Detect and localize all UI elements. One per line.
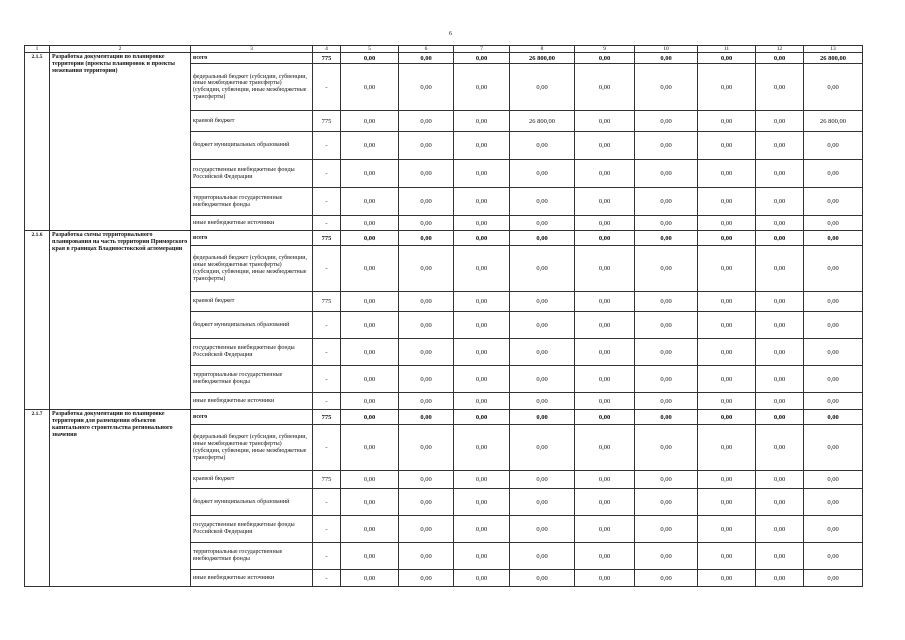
amount-cell: 0,00 xyxy=(698,111,756,132)
amount-cell: 0,00 xyxy=(698,188,756,216)
funding-source: федеральный бюджет (субсидии, субвенции, иные межбюджетные трансферты) (субсидии, субвенции, иные межбюджетные трансферты) xyxy=(191,425,313,471)
amount-cell: 0,00 xyxy=(510,216,575,231)
item-number: 2.1.6 xyxy=(25,231,50,410)
item-name: Разработка документации по планировке территории для размещения объектов капитального строительства регионального значения xyxy=(50,410,191,587)
amount-cell: 0,00 xyxy=(756,53,804,64)
amount-cell: 0,00 xyxy=(454,216,510,231)
amount-cell: 0,00 xyxy=(341,53,399,64)
column-header: 13 xyxy=(804,46,863,53)
column-header: 1 xyxy=(25,46,50,53)
amount-cell: 0,00 xyxy=(635,410,698,425)
amount-cell: 0,00 xyxy=(698,160,756,188)
amount-cell: 26 800,00 xyxy=(510,53,575,64)
amount-cell: 0,00 xyxy=(399,410,454,425)
admin-code: 775 xyxy=(313,231,341,246)
amount-cell: 0,00 xyxy=(575,216,635,231)
amount-cell: 0,00 xyxy=(454,53,510,64)
admin-code: - xyxy=(313,160,341,188)
amount-cell: 0,00 xyxy=(341,111,399,132)
funding-source: краевой бюджет xyxy=(191,471,313,489)
column-number-header xyxy=(25,46,863,53)
amount-cell: 0,00 xyxy=(341,132,399,160)
amount-cell: 0,00 xyxy=(635,292,698,312)
amount-cell: 0,00 xyxy=(804,231,863,246)
amount-cell: 0,00 xyxy=(341,471,399,489)
column-header: 9 xyxy=(575,46,635,53)
amount-cell: 0,00 xyxy=(575,132,635,160)
amount-cell: 0,00 xyxy=(510,471,575,489)
amount-cell: 0,00 xyxy=(575,366,635,393)
amount-cell: 0,00 xyxy=(399,489,454,516)
item-number: 2.1.7 xyxy=(25,410,50,587)
amount-cell: 0,00 xyxy=(756,111,804,132)
funding-source: территориальные государственные внебюджетные фонды xyxy=(191,188,313,216)
amount-cell: 0,00 xyxy=(698,425,756,471)
table-row xyxy=(25,53,863,64)
amount-cell: 0,00 xyxy=(635,570,698,587)
funding-source: краевой бюджет xyxy=(191,111,313,132)
amount-cell: 0,00 xyxy=(510,570,575,587)
amount-cell: 0,00 xyxy=(399,471,454,489)
amount-cell: 0,00 xyxy=(756,410,804,425)
amount-cell: 0,00 xyxy=(454,292,510,312)
amount-cell: 0,00 xyxy=(575,393,635,410)
amount-cell: 0,00 xyxy=(756,216,804,231)
amount-cell: 0,00 xyxy=(454,312,510,339)
amount-cell: 0,00 xyxy=(341,366,399,393)
amount-cell: 0,00 xyxy=(399,425,454,471)
amount-cell: 0,00 xyxy=(341,292,399,312)
amount-cell: 0,00 xyxy=(804,516,863,543)
amount-cell: 0,00 xyxy=(756,292,804,312)
amount-cell: 0,00 xyxy=(804,188,863,216)
amount-cell: 0,00 xyxy=(635,160,698,188)
amount-cell: 0,00 xyxy=(399,570,454,587)
amount-cell: 0,00 xyxy=(399,246,454,292)
amount-cell: 0,00 xyxy=(399,292,454,312)
amount-cell: 0,00 xyxy=(575,160,635,188)
amount-cell: 0,00 xyxy=(756,246,804,292)
admin-code: - xyxy=(313,489,341,516)
amount-cell: 26 800,00 xyxy=(510,111,575,132)
amount-cell: 0,00 xyxy=(399,188,454,216)
amount-cell: 0,00 xyxy=(698,366,756,393)
amount-cell: 0,00 xyxy=(804,489,863,516)
amount-cell: 0,00 xyxy=(510,231,575,246)
amount-cell: 0,00 xyxy=(635,64,698,111)
amount-cell: 0,00 xyxy=(399,339,454,366)
funding-source: бюджет муниципальных образований xyxy=(191,489,313,516)
amount-cell: 0,00 xyxy=(698,216,756,231)
amount-cell: 0,00 xyxy=(399,312,454,339)
amount-cell: 0,00 xyxy=(510,425,575,471)
funding-source: федеральный бюджет (субсидии, субвенции, иные межбюджетные трансферты) (субсидии, субвенции, иные межбюджетные трансферты) xyxy=(191,64,313,111)
amount-cell: 0,00 xyxy=(454,393,510,410)
amount-cell: 0,00 xyxy=(698,53,756,64)
financing-table xyxy=(24,45,863,587)
funding-source: всего xyxy=(191,231,313,246)
amount-cell: 0,00 xyxy=(454,489,510,516)
amount-cell: 0,00 xyxy=(575,543,635,570)
amount-cell: 0,00 xyxy=(399,216,454,231)
amount-cell: 0,00 xyxy=(399,516,454,543)
amount-cell: 0,00 xyxy=(399,53,454,64)
amount-cell: 0,00 xyxy=(454,160,510,188)
column-header: 12 xyxy=(756,46,804,53)
amount-cell: 0,00 xyxy=(454,188,510,216)
amount-cell: 0,00 xyxy=(756,516,804,543)
amount-cell: 26 800,00 xyxy=(804,53,863,64)
funding-source: территориальные государственные внебюджетные фонды xyxy=(191,366,313,393)
amount-cell: 0,00 xyxy=(510,132,575,160)
column-header: 7 xyxy=(454,46,510,53)
amount-cell: 0,00 xyxy=(756,231,804,246)
amount-cell: 0,00 xyxy=(635,471,698,489)
item-number: 2.1.5 xyxy=(25,53,50,231)
funding-source: федеральный бюджет (субсидии, субвенции, иные межбюджетные трансферты) (субсидии, субвенции, иные межбюджетные трансферты) xyxy=(191,246,313,292)
funding-source: государственные внебюджетные фонды Российской Федерации xyxy=(191,160,313,188)
admin-code: - xyxy=(313,216,341,231)
amount-cell: 0,00 xyxy=(804,246,863,292)
funding-source: государственные внебюджетные фонды Российской Федерации xyxy=(191,516,313,543)
admin-code: - xyxy=(313,543,341,570)
amount-cell: 0,00 xyxy=(635,339,698,366)
amount-cell: 0,00 xyxy=(510,292,575,312)
amount-cell: 0,00 xyxy=(575,292,635,312)
table-row xyxy=(25,410,863,425)
amount-cell: 0,00 xyxy=(575,111,635,132)
admin-code: - xyxy=(313,312,341,339)
funding-source: иные внебюджетные источники xyxy=(191,393,313,410)
amount-cell: 0,00 xyxy=(756,366,804,393)
item-name: Разработка схемы территориального планирования на часть территории Приморского края в границах Владивостокской агломерации xyxy=(50,231,191,410)
amount-cell: 0,00 xyxy=(575,231,635,246)
amount-cell: 0,00 xyxy=(454,425,510,471)
amount-cell: 0,00 xyxy=(804,410,863,425)
amount-cell: 0,00 xyxy=(341,489,399,516)
funding-source: государственные внебюджетные фонды Российской Федерации xyxy=(191,339,313,366)
column-header: 11 xyxy=(698,46,756,53)
amount-cell: 0,00 xyxy=(635,111,698,132)
amount-cell: 0,00 xyxy=(804,292,863,312)
amount-cell: 0,00 xyxy=(698,471,756,489)
amount-cell: 0,00 xyxy=(635,489,698,516)
amount-cell: 0,00 xyxy=(454,111,510,132)
column-header: 4 xyxy=(313,46,341,53)
amount-cell: 0,00 xyxy=(341,393,399,410)
amount-cell: 0,00 xyxy=(756,339,804,366)
amount-cell: 0,00 xyxy=(454,410,510,425)
amount-cell: 0,00 xyxy=(698,516,756,543)
amount-cell: 0,00 xyxy=(510,366,575,393)
amount-cell: 0,00 xyxy=(454,543,510,570)
amount-cell: 0,00 xyxy=(635,188,698,216)
amount-cell: 0,00 xyxy=(804,570,863,587)
amount-cell: 0,00 xyxy=(804,543,863,570)
funding-source: краевой бюджет xyxy=(191,292,313,312)
amount-cell: 0,00 xyxy=(756,160,804,188)
amount-cell: 0,00 xyxy=(399,160,454,188)
amount-cell: 0,00 xyxy=(510,516,575,543)
amount-cell: 0,00 xyxy=(454,516,510,543)
funding-source: иные внебюджетные источники xyxy=(191,216,313,231)
amount-cell: 0,00 xyxy=(510,64,575,111)
admin-code: - xyxy=(313,570,341,587)
amount-cell: 0,00 xyxy=(804,425,863,471)
amount-cell: 0,00 xyxy=(804,132,863,160)
column-header: 5 xyxy=(341,46,399,53)
amount-cell: 0,00 xyxy=(399,132,454,160)
amount-cell: 0,00 xyxy=(454,339,510,366)
admin-code: 775 xyxy=(313,292,341,312)
admin-code: - xyxy=(313,366,341,393)
admin-code: - xyxy=(313,132,341,160)
amount-cell: 0,00 xyxy=(341,246,399,292)
table-body xyxy=(25,46,863,587)
amount-cell: 0,00 xyxy=(341,160,399,188)
amount-cell: 0,00 xyxy=(635,132,698,160)
admin-code: 775 xyxy=(313,471,341,489)
amount-cell: 0,00 xyxy=(454,471,510,489)
admin-code: 775 xyxy=(313,53,341,64)
amount-cell: 0,00 xyxy=(635,543,698,570)
amount-cell: 0,00 xyxy=(575,489,635,516)
column-header: 10 xyxy=(635,46,698,53)
amount-cell: 0,00 xyxy=(804,216,863,231)
amount-cell: 0,00 xyxy=(575,53,635,64)
amount-cell: 0,00 xyxy=(698,410,756,425)
amount-cell: 0,00 xyxy=(575,312,635,339)
amount-cell: 0,00 xyxy=(510,160,575,188)
amount-cell: 0,00 xyxy=(804,160,863,188)
admin-code: 775 xyxy=(313,410,341,425)
amount-cell: 0,00 xyxy=(635,516,698,543)
amount-cell: 0,00 xyxy=(510,188,575,216)
amount-cell: 0,00 xyxy=(756,543,804,570)
admin-code: - xyxy=(313,339,341,366)
column-header: 8 xyxy=(510,46,575,53)
amount-cell: 0,00 xyxy=(575,339,635,366)
amount-cell: 0,00 xyxy=(341,516,399,543)
amount-cell: 0,00 xyxy=(635,231,698,246)
admin-code: - xyxy=(313,516,341,543)
column-header: 6 xyxy=(399,46,454,53)
amount-cell: 0,00 xyxy=(510,246,575,292)
admin-code: - xyxy=(313,64,341,111)
amount-cell: 0,00 xyxy=(575,246,635,292)
amount-cell: 0,00 xyxy=(575,425,635,471)
amount-cell: 0,00 xyxy=(575,64,635,111)
amount-cell: 0,00 xyxy=(341,410,399,425)
amount-cell: 0,00 xyxy=(804,471,863,489)
amount-cell: 0,00 xyxy=(399,366,454,393)
amount-cell: 0,00 xyxy=(454,570,510,587)
amount-cell: 0,00 xyxy=(756,570,804,587)
amount-cell: 0,00 xyxy=(635,393,698,410)
amount-cell: 0,00 xyxy=(454,366,510,393)
amount-cell: 0,00 xyxy=(635,366,698,393)
amount-cell: 0,00 xyxy=(635,53,698,64)
amount-cell: 0,00 xyxy=(510,410,575,425)
amount-cell: 0,00 xyxy=(756,64,804,111)
amount-cell: 0,00 xyxy=(510,312,575,339)
amount-cell: 0,00 xyxy=(510,489,575,516)
amount-cell: 0,00 xyxy=(635,216,698,231)
amount-cell: 0,00 xyxy=(454,246,510,292)
page-number: 6 xyxy=(449,31,452,37)
amount-cell: 0,00 xyxy=(698,543,756,570)
funding-source: бюджет муниципальных образований xyxy=(191,132,313,160)
amount-cell: 0,00 xyxy=(698,64,756,111)
amount-cell: 0,00 xyxy=(756,489,804,516)
amount-cell: 0,00 xyxy=(341,216,399,231)
amount-cell: 0,00 xyxy=(804,312,863,339)
admin-code: - xyxy=(313,393,341,410)
amount-cell: 0,00 xyxy=(341,231,399,246)
amount-cell: 0,00 xyxy=(399,64,454,111)
amount-cell: 0,00 xyxy=(575,570,635,587)
amount-cell: 0,00 xyxy=(635,312,698,339)
amount-cell: 0,00 xyxy=(698,489,756,516)
amount-cell: 0,00 xyxy=(454,231,510,246)
amount-cell: 0,00 xyxy=(698,132,756,160)
amount-cell: 0,00 xyxy=(510,393,575,410)
funding-source: бюджет муниципальных образований xyxy=(191,312,313,339)
column-header: 3 xyxy=(191,46,313,53)
amount-cell: 0,00 xyxy=(575,516,635,543)
amount-cell: 0,00 xyxy=(341,312,399,339)
admin-code: - xyxy=(313,425,341,471)
amount-cell: 0,00 xyxy=(698,312,756,339)
amount-cell: 0,00 xyxy=(454,64,510,111)
column-header: 2 xyxy=(50,46,191,53)
amount-cell: 0,00 xyxy=(341,425,399,471)
amount-cell: 0,00 xyxy=(399,543,454,570)
admin-code: 775 xyxy=(313,111,341,132)
amount-cell: 0,00 xyxy=(575,410,635,425)
table-row xyxy=(25,231,863,246)
admin-code: - xyxy=(313,246,341,292)
amount-cell: 0,00 xyxy=(510,543,575,570)
funding-source: территориальные государственные внебюджетные фонды xyxy=(191,543,313,570)
amount-cell: 0,00 xyxy=(804,64,863,111)
amount-cell: 0,00 xyxy=(635,246,698,292)
amount-cell: 0,00 xyxy=(756,132,804,160)
item-name: Разработка документации по планировке территории (проекты планировок и проекты межевания территории) xyxy=(50,53,191,231)
funding-source: всего xyxy=(191,53,313,64)
amount-cell: 0,00 xyxy=(510,339,575,366)
amount-cell: 0,00 xyxy=(804,339,863,366)
amount-cell: 0,00 xyxy=(756,425,804,471)
amount-cell: 0,00 xyxy=(341,570,399,587)
amount-cell: 0,00 xyxy=(698,570,756,587)
amount-cell: 0,00 xyxy=(341,188,399,216)
amount-cell: 0,00 xyxy=(454,132,510,160)
amount-cell: 0,00 xyxy=(756,312,804,339)
amount-cell: 0,00 xyxy=(756,393,804,410)
admin-code: - xyxy=(313,188,341,216)
amount-cell: 0,00 xyxy=(698,393,756,410)
amount-cell: 0,00 xyxy=(698,292,756,312)
amount-cell: 0,00 xyxy=(698,339,756,366)
amount-cell: 0,00 xyxy=(399,393,454,410)
amount-cell: 26 800,00 xyxy=(804,111,863,132)
amount-cell: 0,00 xyxy=(635,425,698,471)
amount-cell: 0,00 xyxy=(575,188,635,216)
amount-cell: 0,00 xyxy=(698,246,756,292)
amount-cell: 0,00 xyxy=(341,543,399,570)
amount-cell: 0,00 xyxy=(399,111,454,132)
funding-source: иные внебюджетные источники xyxy=(191,570,313,587)
amount-cell: 0,00 xyxy=(756,471,804,489)
amount-cell: 0,00 xyxy=(756,188,804,216)
amount-cell: 0,00 xyxy=(399,231,454,246)
amount-cell: 0,00 xyxy=(804,366,863,393)
amount-cell: 0,00 xyxy=(804,393,863,410)
amount-cell: 0,00 xyxy=(341,339,399,366)
amount-cell: 0,00 xyxy=(575,471,635,489)
amount-cell: 0,00 xyxy=(698,231,756,246)
funding-source: всего xyxy=(191,410,313,425)
amount-cell: 0,00 xyxy=(341,64,399,111)
